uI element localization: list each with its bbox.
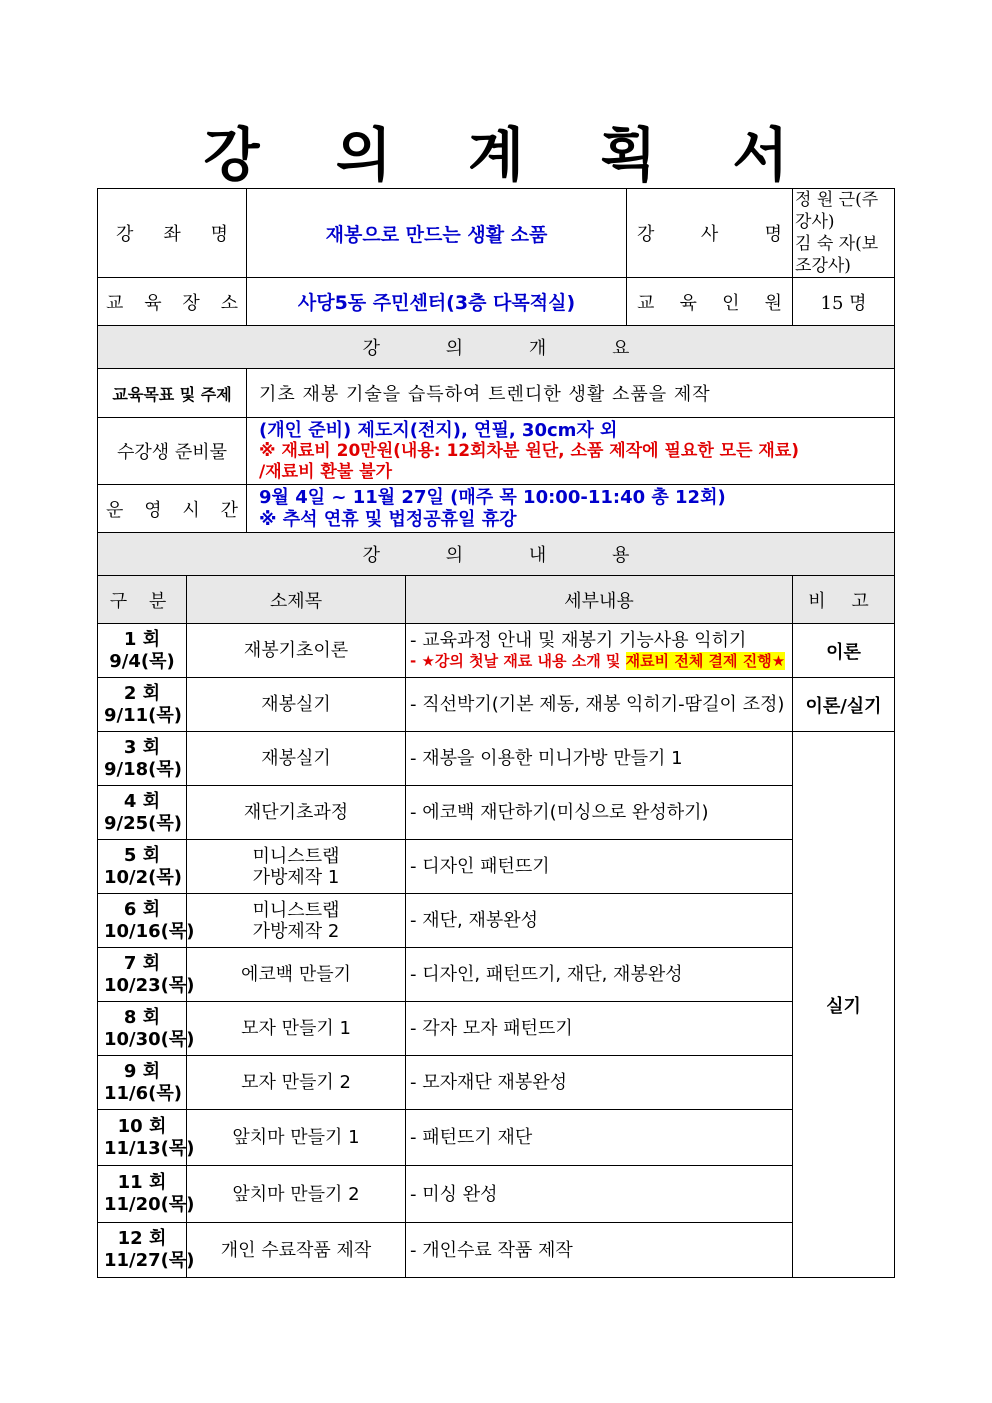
subtitle-cell: 앞치마 만들기 1 bbox=[187, 1110, 406, 1166]
session-cell bbox=[98, 840, 187, 894]
table-row bbox=[98, 1223, 895, 1278]
prep-label: 수강생 준비물 bbox=[98, 418, 247, 485]
session-date: 9/25(목) bbox=[104, 812, 182, 834]
goal-label: 교육목표 및 주제 bbox=[98, 369, 247, 418]
capacity-label: 교 육 인 원 bbox=[627, 278, 793, 326]
subtitle-line-1: 미니스트랩 bbox=[252, 845, 340, 867]
goal-value: 기초 재봉 기술을 습득하여 트렌디한 생활 소품을 제작 bbox=[247, 369, 895, 418]
session-cell bbox=[98, 678, 187, 732]
course-value: 재봉으로 만드는 생활 소품 bbox=[247, 189, 627, 278]
subtitle-cell: 모자 만들기 1 bbox=[187, 1002, 406, 1056]
table-row bbox=[98, 1056, 895, 1110]
session-number: 5 회 bbox=[123, 844, 161, 866]
session-date: 10/2(목) bbox=[104, 866, 182, 888]
detail-cell: - 모자재단 재봉완성 bbox=[406, 1056, 793, 1110]
detail-notice: - ★강의 첫날 재료 내용 소개 및 bbox=[410, 651, 626, 670]
session-date: 11/13(목) bbox=[104, 1137, 195, 1159]
session-cell bbox=[98, 732, 187, 786]
detail-cell: - 재단, 재봉완성 bbox=[406, 894, 793, 948]
detail-cell: - 직선박기(기본 제동, 재봉 익히기-땀길이 조정) bbox=[406, 678, 793, 732]
subtitle-line-1: 미니스트랩 bbox=[252, 899, 340, 921]
prep-line-1: (개인 준비) 제도지(전지), 연필, 30cm자 외 bbox=[259, 419, 618, 441]
session-cell bbox=[98, 1056, 187, 1110]
note-cell-practice: 실기 bbox=[793, 732, 895, 1278]
subtitle-cell: 앞치마 만들기 2 bbox=[187, 1166, 406, 1223]
session-date: 10/16(목) bbox=[104, 920, 195, 942]
place-label: 교 육 장 소 bbox=[98, 278, 247, 326]
table-row bbox=[98, 786, 895, 840]
session-cell bbox=[98, 948, 195, 1002]
note-cell: 이론 bbox=[793, 624, 895, 678]
note-cell: 이론/실기 bbox=[793, 678, 895, 732]
table-row bbox=[98, 948, 895, 1002]
session-number: 12 회 bbox=[117, 1228, 167, 1249]
subtitle-line-2: 가방제작 2 bbox=[252, 920, 340, 942]
session-cell bbox=[98, 624, 187, 678]
table-row bbox=[98, 624, 895, 678]
session-cell bbox=[98, 894, 195, 948]
detail-cell: - 개인수료 작품 제작 bbox=[406, 1223, 793, 1278]
table-row bbox=[98, 894, 895, 948]
subtitle-cell bbox=[187, 894, 406, 948]
overview-header: 강 의 개 요 bbox=[98, 326, 895, 369]
place-row bbox=[98, 278, 895, 326]
subtitle-cell: 모자 만들기 2 bbox=[187, 1056, 406, 1110]
session-date: 10/23(목) bbox=[104, 974, 195, 996]
session-date: 11/27(목) bbox=[104, 1250, 195, 1271]
session-number: 11 회 bbox=[117, 1172, 167, 1193]
session-cell bbox=[98, 1223, 195, 1278]
session-number: 9 회 bbox=[123, 1060, 161, 1082]
prep-value bbox=[247, 418, 895, 485]
content-header: 강 의 내 용 bbox=[98, 533, 895, 576]
time-line-2: ※ 추석 연휴 및 법정공휴일 휴강 bbox=[259, 508, 517, 530]
course-label: 강 좌 명 bbox=[98, 189, 247, 278]
lecture-plan-table bbox=[97, 188, 895, 1278]
detail-cell: - 각자 모자 패턴뜨기 bbox=[406, 1002, 793, 1056]
session-number: 3 회 bbox=[123, 736, 161, 758]
page-title: 강 의 계 획 서 bbox=[203, 121, 817, 189]
session-number: 10 회 bbox=[117, 1115, 167, 1137]
session-number: 6 회 bbox=[123, 898, 161, 920]
place-value: 사당5동 주민센터(3층 다목적실) bbox=[247, 278, 627, 326]
session-number: 2 회 bbox=[123, 682, 161, 704]
session-number: 1 회 bbox=[123, 628, 161, 650]
column-header-row bbox=[98, 576, 895, 624]
session-cell bbox=[98, 1110, 195, 1166]
time-value bbox=[247, 485, 895, 533]
subtitle-cell: 재봉실기 bbox=[187, 678, 406, 732]
col-detail: 세부내용 bbox=[406, 576, 793, 624]
table-row bbox=[98, 678, 895, 732]
table-row bbox=[98, 732, 895, 786]
content-header-row bbox=[98, 533, 895, 576]
prep-row bbox=[98, 418, 895, 485]
subtitle-cell: 개인 수료작품 제작 bbox=[187, 1223, 406, 1278]
overview-header-row bbox=[98, 326, 895, 369]
time-label: 운 영 시 간 bbox=[98, 485, 247, 533]
detail-cell: - 디자인 패턴뜨기 bbox=[406, 840, 793, 894]
subtitle-cell: 재봉기초이론 bbox=[187, 624, 406, 678]
subtitle-cell: 재단기초과정 bbox=[187, 786, 406, 840]
time-row bbox=[98, 485, 895, 533]
subtitle-cell: 재봉실기 bbox=[187, 732, 406, 786]
session-number: 8 회 bbox=[123, 1006, 161, 1028]
instructor-value bbox=[793, 189, 895, 278]
detail-cell: - 에코백 재단하기(미싱으로 완성하기) bbox=[406, 786, 793, 840]
subtitle-cell bbox=[187, 840, 406, 894]
table-row bbox=[98, 1002, 895, 1056]
session-date: 9/18(목) bbox=[104, 758, 182, 780]
detail-line-1: - 교육과정 안내 및 재봉기 기능사용 익히기 bbox=[410, 629, 747, 651]
prep-line-3: /재료비 환불 불가 bbox=[259, 461, 393, 482]
session-date: 11/20(목) bbox=[104, 1194, 195, 1215]
subtitle-line-2: 가방제작 1 bbox=[252, 866, 340, 888]
session-date: 9/4(목) bbox=[109, 650, 175, 672]
session-date: 10/30(목) bbox=[104, 1028, 195, 1050]
session-date: 9/11(목) bbox=[104, 704, 182, 726]
detail-cell: - 패턴뜨기 재단 bbox=[406, 1110, 793, 1166]
instructor-label: 강 사 명 bbox=[627, 189, 793, 278]
capacity-value: 15 명 bbox=[793, 278, 895, 326]
table-row bbox=[98, 1166, 895, 1223]
detail-cell: - 디자인, 패턴뜨기, 재단, 재봉완성 bbox=[406, 948, 793, 1002]
col-note: 비 고 bbox=[793, 576, 895, 624]
detail-cell: - 재봉을 이용한 미니가방 만들기 1 bbox=[406, 732, 793, 786]
detail-line-2 bbox=[410, 651, 786, 672]
session-number: 7 회 bbox=[123, 952, 161, 974]
prep-line-2: ※ 재료비 20만원(내용: 12회차분 원단, 소품 제작에 필요한 모든 재료) bbox=[259, 440, 800, 461]
session-cell bbox=[98, 1002, 195, 1056]
detail-cell: - 미싱 완성 bbox=[406, 1166, 793, 1223]
session-cell bbox=[98, 786, 187, 840]
instructor-main: 정 원 근(주강사) bbox=[795, 190, 879, 232]
goal-row bbox=[98, 369, 895, 418]
col-session: 구 분 bbox=[98, 576, 187, 624]
subtitle-cell: 에코백 만들기 bbox=[187, 948, 406, 1002]
session-number: 4 회 bbox=[123, 790, 161, 812]
detail-cell bbox=[406, 624, 793, 678]
col-subtitle: 소제목 bbox=[187, 576, 406, 624]
table-row bbox=[98, 840, 895, 894]
table-row bbox=[98, 1110, 895, 1166]
instructor-assistant: 김 숙 자(보조강사) bbox=[795, 234, 879, 276]
payment-highlight: 재료비 전체 결제 진행★ bbox=[625, 651, 786, 670]
course-row bbox=[98, 189, 895, 278]
time-line-1: 9월 4일 ~ 11월 27일 (매주 목 10:00-11:40 총 12회) bbox=[259, 486, 726, 508]
session-date: 11/6(목) bbox=[104, 1082, 182, 1104]
session-cell bbox=[98, 1166, 195, 1223]
